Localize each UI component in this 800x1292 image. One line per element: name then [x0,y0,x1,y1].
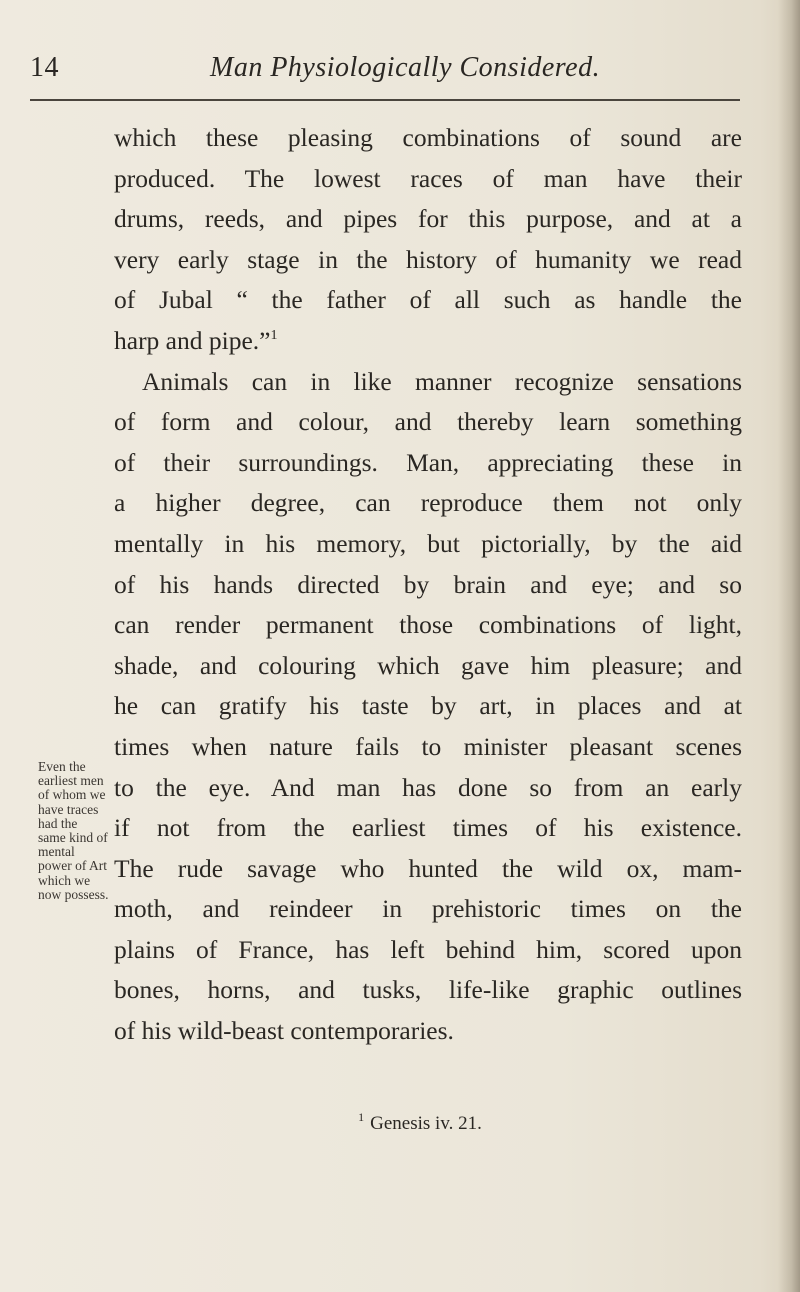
body-line: mentally in his memory, but pictorially, by the aid [114,528,742,558]
running-title: Man Physiologically Considered. [210,52,601,83]
body-line: shade, and colouring which gave him pleasure; and [114,650,742,680]
body-line: of his wild-beast contemporaries. [114,1016,454,1046]
body-line: of form and colour, and thereby learn something [114,407,742,437]
body-line: a higher degree, can reproduce them not only [114,488,742,518]
body-line: of his hands directed by brain and eye; and so [114,569,742,599]
body-line [114,321,742,362]
body-line: of their surroundings. Man, appreciating these in [114,447,742,477]
body-line: drums, reeds, and pipes for this purpose, and at a [114,204,742,234]
body-line: times when nature fails to minister pleasant scenes [114,731,742,761]
body-line: bones, horns, and tusks, life-like graphic outlines [114,975,742,1005]
margin-note-line: same kind of [38,830,108,846]
margin-note-line: which we [38,872,91,888]
margin-note-line: earliest men [38,773,104,789]
footnote [0,1110,800,1135]
body-line: he can gratify his taste by art, in places and at [114,691,742,721]
body-line: produced. The lowest races of man have their [114,163,742,193]
margin-note-line: Even the [38,759,86,774]
margin-note-line: now possess. [38,886,109,902]
header-rule [30,99,740,101]
margin-note-line: have traces [38,801,99,817]
body-text [114,118,742,1052]
margin-note-line: of whom we [38,787,106,803]
body-line-text: harp and pipe.” [114,325,271,355]
margin-note-line: had the [38,815,78,831]
body-line: The rude savage who hunted the wild ox, mam- [114,853,742,883]
margin-note [38,760,108,902]
footnote-mark: 1 [358,1110,365,1124]
body-line: can render permanent those combinations of light, [114,610,742,640]
page-header [30,52,740,92]
page-number: 14 [30,52,59,83]
body-line: very early stage in the history of humanity we read [114,244,742,274]
body-line: Animals can in like manner recognize sensations [142,366,742,396]
margin-note-line: power of Art [38,858,107,874]
body-line: moth, and reindeer in prehistoric times on the [114,894,742,924]
body-line: of Jubal “ the father of all such as handle the [114,285,742,315]
margin-note-line: mental [38,844,75,860]
body-line: which these pleasing combinations of sound are [114,123,742,152]
body-line: if not from the earliest times of his existence. [114,813,742,843]
footnote-ref: 1 [270,327,278,343]
footnote-text: Genesis iv. 21. [370,1113,482,1134]
page-edge-shadow [778,0,800,1292]
body-line: plains of France, has left behind him, scored upon [114,934,742,964]
body-line: to the eye. And man has done so from an early [114,772,742,802]
